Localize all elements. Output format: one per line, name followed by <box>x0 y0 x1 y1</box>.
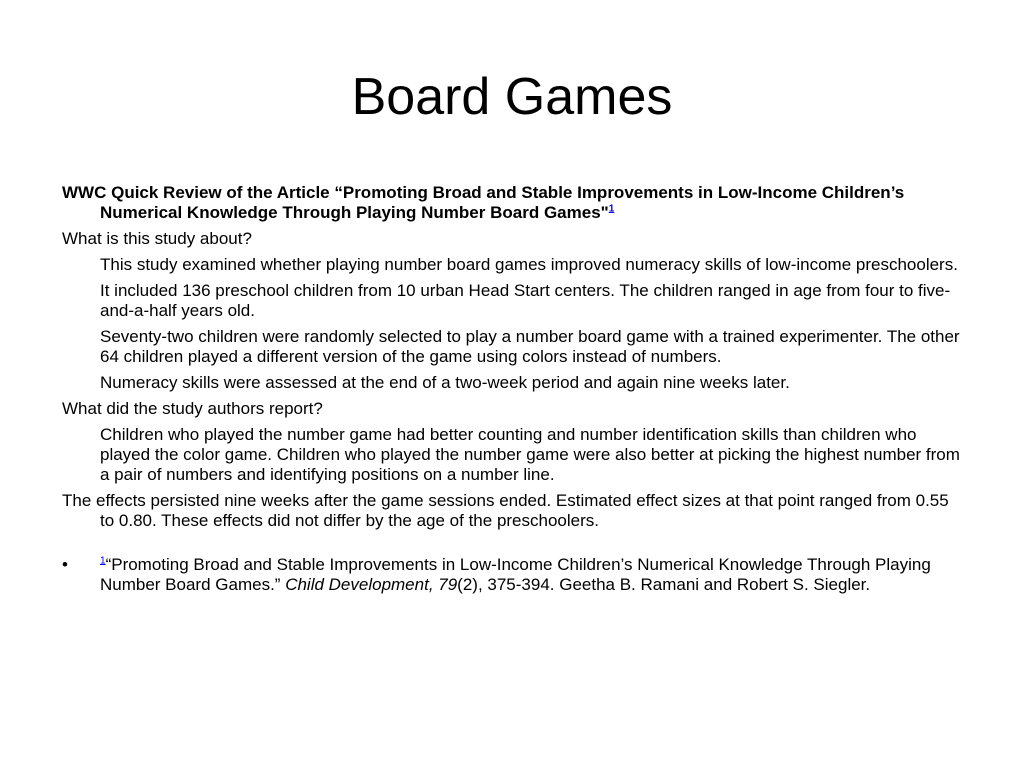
footnote-anchor[interactable]: 1 <box>100 555 106 567</box>
about-item: This study examined whether playing number board games improved numeracy skills of low-income preschoolers. <box>100 255 958 274</box>
slide-content <box>62 183 962 601</box>
report-list <box>62 425 962 485</box>
about-list <box>62 255 962 393</box>
about-item: It included 136 preschool children from 10 urban Head Start centers. The children ranged in age from four to five-and-a-half years old. <box>100 281 951 320</box>
footnote-journal: Child Development, 79 <box>285 575 458 594</box>
review-heading-text: WWC Quick Review of the Article “Promoting Broad and Stable Improvements in Low-Income Children’s Numerical Knowledge Through Playing Number Board Games" <box>62 183 905 222</box>
section-spacer <box>62 537 962 555</box>
report-question: What did the study authors report? <box>62 399 323 418</box>
review-heading <box>62 183 962 223</box>
slide-title: Board Games <box>351 68 673 126</box>
about-item: Seventy-two children were randomly selected to play a number board game with a trained experimenter. The other 64 children played a different version of the game using colors instead of numbers. <box>100 327 960 366</box>
footnote <box>62 555 962 595</box>
footnote-link[interactable]: 1 <box>608 203 615 215</box>
report-finding: Children who played the number game had better counting and number identification skills than children who played the color game. Children who played the number game were also better at picking the highest number from a pair of numbers and identifying positions on a number line. <box>100 425 960 484</box>
about-item: Numeracy skills were assessed at the end of a two-week period and again nine weeks later. <box>100 373 790 392</box>
footnote-text-start: “Promoting Broad and Stable Improvements in Low-Income Children’s Numerical Knowledge Through Playing Number Board Games.” <box>100 555 931 594</box>
footnote-text-end: (2), 375-394. Geetha B. Ramani and Robert S. Siegler. <box>457 575 871 594</box>
bullet-icon: • <box>62 555 68 574</box>
report-persistence: The effects persisted nine weeks after the game sessions ended. Estimated effect sizes at that point ranged from 0.55 to 0.80. These effects did not differ by the age of the preschoolers. <box>62 491 949 530</box>
about-question: What is this study about? <box>62 229 252 248</box>
